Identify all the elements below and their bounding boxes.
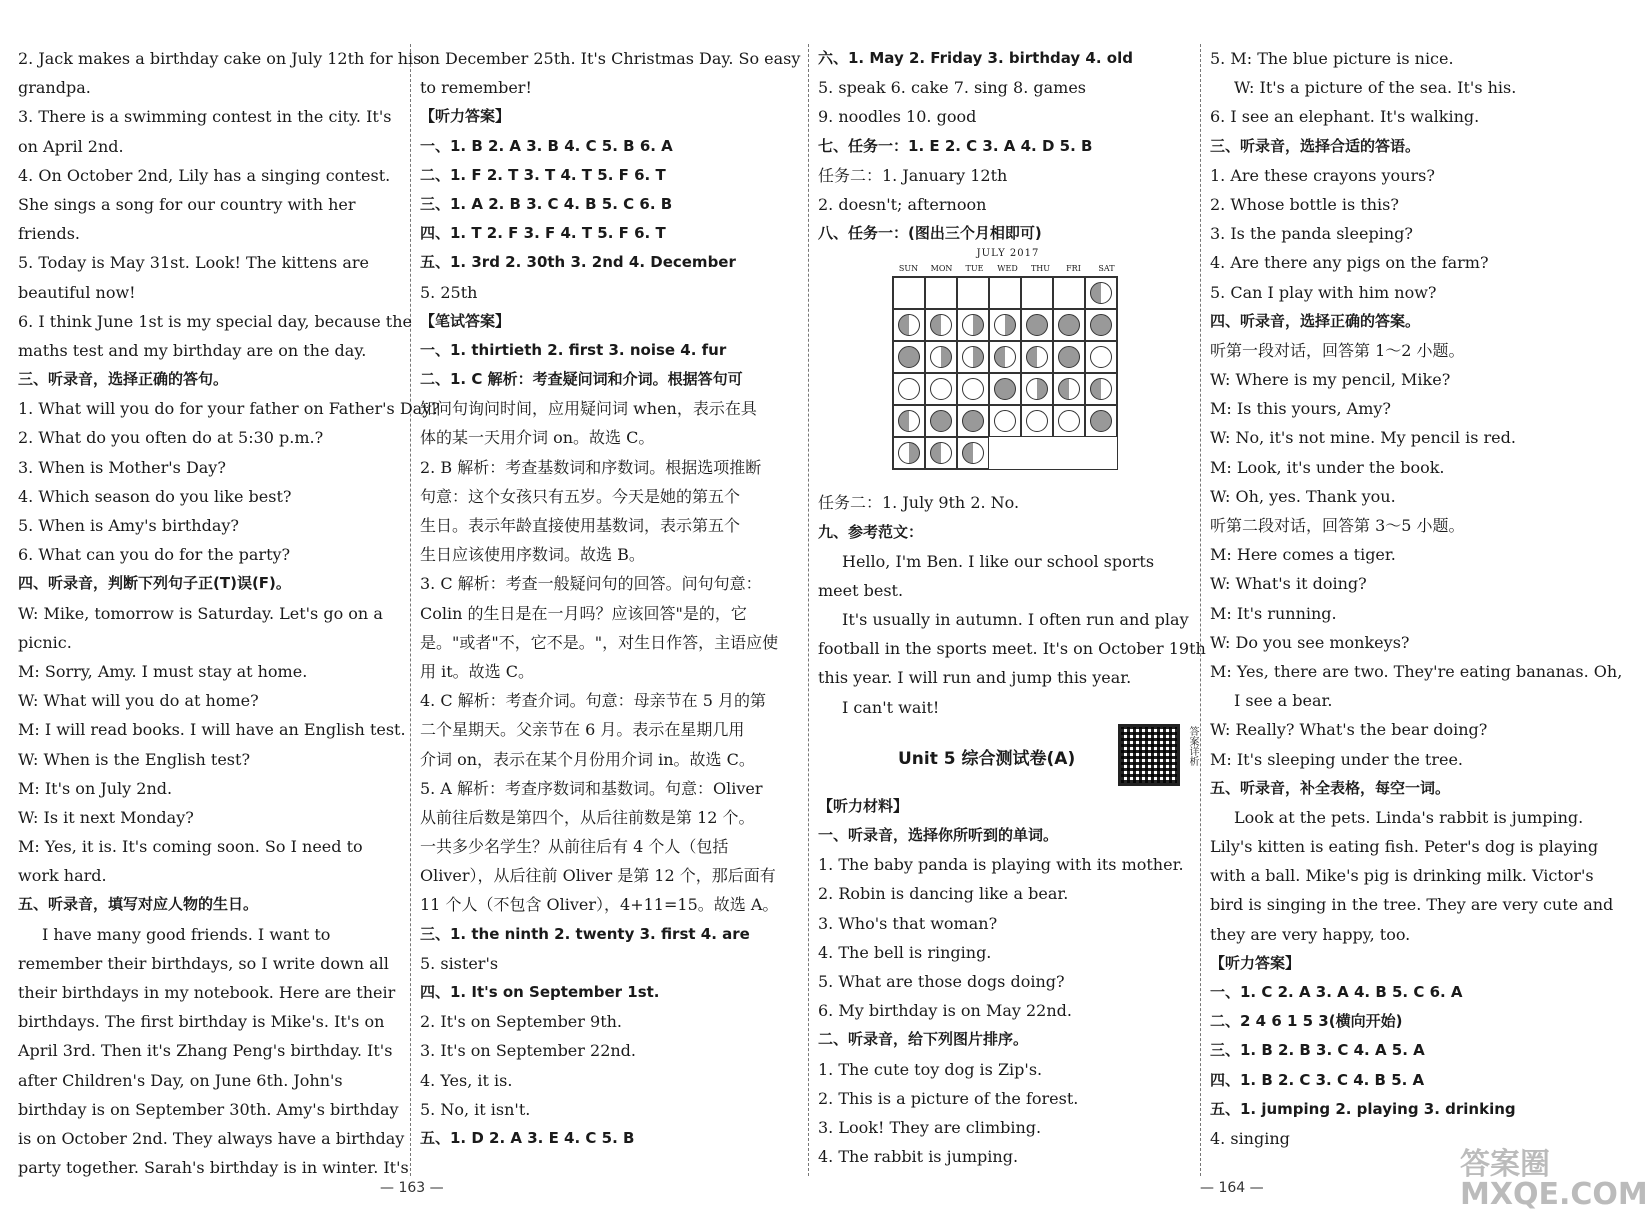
calendar-day-cell [1053, 405, 1085, 437]
moon-phase-icon [898, 346, 920, 368]
c1-line: 4. On October 2nd, Lily has a singing contest. [18, 165, 391, 185]
calendar-day-cell [1053, 309, 1085, 341]
c2-line: 一共多少名学生？从前往后有 4 个人（包括 [420, 837, 729, 857]
column-divider [1200, 44, 1201, 1176]
c3tail-line: 一、听录音，选择你所听到的单词。 [818, 826, 1059, 844]
c3tail-line: 5. What are those dogs doing? [818, 971, 1065, 991]
c2-line: 句意：这个女孩只有五岁。今天是她的第五个 [420, 486, 741, 506]
c2-line: 生日。表示年龄直接使用基数词，表示第五个 [420, 516, 741, 535]
c4-line: W: It's a picture of the sea. It's his. [1234, 78, 1517, 98]
c3bot-line: 九、参考范文： [818, 522, 924, 541]
c1-line: grandpa. [18, 78, 91, 98]
calendar-day-cell [1053, 341, 1085, 373]
c3bot-line: 任务二：1. July 9th 2. No. [818, 493, 1020, 513]
c2-line: 2. B 解析：考查基数词和序数词。根据选项推断 [420, 457, 762, 477]
calendar-weekday: SAT [1098, 264, 1115, 274]
moon-phase-icon [1090, 378, 1112, 400]
c1-line: work hard. [18, 866, 107, 886]
calendar-grid [892, 276, 1118, 470]
c4-line: M: It's running. [1210, 603, 1337, 623]
calendar-day-cell [893, 309, 925, 341]
c1-line: picnic. [18, 632, 72, 652]
calendar-day-cell [957, 341, 989, 373]
c3tail-line: 1. The cute toy dog is Zip's. [818, 1059, 1043, 1079]
c2-line: 从前往后数是第四个，从后往前数是第 12 个。 [420, 807, 755, 827]
c4-line: 三、1. B 2. B 3. C 4. A 5. A [1210, 1041, 1425, 1060]
column-1 [18, 44, 440, 1182]
moon-phase-icon [1026, 410, 1048, 432]
c3tail-line: 4. The rabbit is jumping. [818, 1147, 1019, 1167]
qr-caption: 答案详析 [1187, 725, 1198, 766]
c2-line: 体的某一天用介词 on。故选 C。 [420, 428, 655, 448]
c4-line: 4. Are there any pigs on the farm? [1210, 253, 1489, 273]
unit-title: Unit 5 综合测试卷(A) [898, 748, 1076, 769]
c1-line: W: Is it next Monday? [18, 807, 194, 827]
c1-line: party together. Sarah's birthday is in winter. It's [18, 1158, 409, 1178]
calendar-day-cell [957, 373, 989, 405]
c1-line: 6. What can you do for the party? [18, 545, 291, 565]
c2-line: 用 it。故选 C。 [420, 661, 534, 681]
c1-line: M: Sorry, Amy. I must stay at home. [18, 661, 308, 681]
c3tail-line: 2. Robin is dancing like a bear. [818, 884, 1069, 904]
calendar-title: JULY 2017 [976, 248, 1040, 260]
c3top-line: 2. doesn't; afternoon [818, 194, 987, 214]
c2-line: 3. C 解析：考查一般疑问句的回答。问句句意： [420, 574, 762, 594]
calendar-day-cell [925, 437, 957, 469]
calendar-day-cell [893, 437, 925, 469]
c4-line: they are very happy, too. [1210, 924, 1411, 944]
c3top-line: 六、1. May 2. Friday 3. birthday 4. old [818, 49, 1133, 67]
c4-line: I see a bear. [1234, 691, 1333, 711]
c1-line: 6. I think June 1st is my special day, because the [18, 311, 412, 331]
page-number-right: — 164 — [1200, 1180, 1264, 1196]
calendar-day-cell [1021, 405, 1053, 437]
moon-phase-icon [1058, 410, 1080, 432]
c1-line: friends. [18, 224, 80, 244]
c1-line: She sings a song for our country with her [18, 194, 356, 214]
c2-line: 【笔试答案】 [420, 311, 511, 330]
c2-line: 4. Yes, it is. [420, 1070, 513, 1090]
calendar-empty-cell [925, 277, 957, 309]
c1-line: 3. There is a swimming contest in the city. It's [18, 107, 392, 127]
moon-phase-icon [898, 410, 920, 432]
c4-line: 听第一段对话，回答第 1～2 小题。 [1210, 340, 1465, 360]
c3bot-line: this year. I will run and jump this year. [818, 668, 1132, 688]
c3bot-line: It's usually in autumn. I often run and play [842, 610, 1189, 630]
moon-phase-icon [1058, 314, 1080, 336]
c2-line: 5. 25th [420, 282, 478, 302]
c1-line: birthdays. The first birthday is Mike's. It's on [18, 1012, 385, 1032]
moon-phase-icon [962, 378, 984, 400]
moon-phase-icon [1058, 378, 1080, 400]
c3top-line: 七、任务一：1. E 2. C 3. A 4. D 5. B [818, 136, 1093, 155]
c4-line: 3. Is the panda sleeping? [1210, 224, 1413, 244]
c1-line: beautiful now! [18, 282, 136, 302]
c2-line: 4. C 解析：考查介词。句意：母亲节在 5 月的第 [420, 691, 767, 711]
c2-line: Oliver），从后往前 Oliver 是第 12 个，那后面有 [420, 866, 776, 886]
c4-line: W: Really? What's the bear doing? [1210, 720, 1488, 740]
c2-line: 2. It's on September 9th. [420, 1012, 623, 1032]
calendar-day-cell [957, 405, 989, 437]
c1-line: M: Yes, it is. It's coming soon. So I need to [18, 837, 363, 857]
c2-line: 【听力答案】 [420, 107, 511, 126]
c3tail-line: 3. Who's that woman? [818, 913, 998, 933]
moon-phase-icon [962, 410, 984, 432]
c1-line: I have many good friends. I want to [42, 924, 331, 944]
c4-line: M: It's sleeping under the tree. [1210, 749, 1464, 769]
c4-line: bird is singing in the tree. They are very cute and [1210, 895, 1614, 915]
watermark: 答案圈 MXQE.COM [1460, 1147, 1648, 1212]
column-2 [420, 44, 802, 1153]
c4-line: 二、2 4 6 1 5 3(横向开始) [1210, 1012, 1403, 1031]
calendar-day-cell [1021, 373, 1053, 405]
calendar-day-cell [1021, 309, 1053, 341]
calendar-empty-cell [1021, 277, 1053, 309]
c1-line: M: I will read books. I will have an English test. [18, 720, 406, 740]
c3tail-line: 3. Look! They are climbing. [818, 1117, 1042, 1137]
c1-line: on April 2nd. [18, 136, 124, 156]
c2-line: Colin 的生日是在一月吗？应该回答"是的，它 [420, 603, 747, 623]
c2-line: 二个星期天。父亲节在 6 月。表示在星期几用 [420, 720, 745, 740]
calendar-blank [1085, 437, 1117, 469]
c4-line: Lily's kitten is eating fish. Peter's dog is playing [1210, 837, 1599, 857]
moon-phase-icon [1026, 346, 1048, 368]
c2-line: 一、1. B 2. A 3. B 4. C 5. B 6. A [420, 136, 673, 155]
calendar-weekdays [892, 264, 1124, 273]
unit-header [818, 722, 1198, 792]
calendar-day-cell [957, 437, 989, 469]
calendar-day-cell [989, 341, 1021, 373]
c2-line: 二、1. C 解析：考查疑问词和介词。根据答句可 [420, 370, 743, 389]
c4-line: 5. Can I play with him now? [1210, 282, 1437, 302]
calendar-day-cell [1085, 277, 1117, 309]
calendar-day-cell [989, 373, 1021, 405]
calendar-empty-cell [893, 277, 925, 309]
c2-line: to remember! [420, 78, 532, 98]
moon-phase-icon [1090, 410, 1112, 432]
calendar-day-cell [893, 341, 925, 373]
c1-line: 1. What will you do for your father on Father's Day? [18, 399, 440, 419]
c2-line: 一、1. thirtieth 2. first 3. noise 4. fur [420, 340, 727, 359]
moon-phase-icon [1090, 346, 1112, 368]
c4-line: 听第二段对话，回答第 3～5 小题。 [1210, 516, 1465, 535]
moon-phase-icon [930, 314, 952, 336]
c1-line: W: What will you do at home? [18, 691, 259, 711]
calendar-weekday: FRI [1066, 264, 1081, 274]
calendar-day-cell [989, 405, 1021, 437]
c3top-line: 八、任务一：(图出三个月相即可) [818, 224, 1042, 243]
c1-line: remember their birthdays, so I write down all [18, 953, 389, 973]
c2-line: 五、1. D 2. A 3. E 4. C 5. B [420, 1128, 635, 1147]
c4-line: 2. Whose bottle is this? [1210, 194, 1399, 214]
calendar-day-cell [925, 341, 957, 373]
c3tail-line: 1. The baby panda is playing with its mother. [818, 855, 1184, 875]
c1-line: 2. What do you often do at 5:30 p.m.? [18, 428, 324, 448]
c2-line: on December 25th. It's Christmas Day. So easy [420, 49, 801, 68]
c2-line: 5. No, it isn't. [420, 1099, 531, 1119]
moon-phase-icon [994, 346, 1016, 368]
c3bot-line: I can't wait! [842, 697, 940, 717]
c1-line: 五、听录音，填写对应人物的生日。 [18, 895, 259, 914]
c2-line: 5. A 解析：考查序数词和基数词。句意：Oliver [420, 778, 763, 798]
calendar-day-cell [1085, 341, 1117, 373]
moon-phase-icon [994, 314, 1016, 336]
c1-line: 5. When is Amy's birthday? [18, 516, 239, 535]
c2-line: 生日应该使用序数词。故选 B。 [420, 545, 645, 565]
c2-line: 11 个人（不包含 Oliver），4+11=15。故选 A。 [420, 895, 779, 915]
calendar-day-cell [1053, 373, 1085, 405]
c3tail-line: 【听力材料】 [818, 796, 909, 815]
c2-line: 是。"或者"不，它不是。"，对生日作答，主语应使 [420, 632, 779, 652]
c4-line: M: Is this yours, Amy? [1210, 399, 1391, 419]
moon-phase-icon [994, 378, 1016, 400]
c1-line: W: When is the English test? [18, 749, 251, 769]
c4-line: M: Yes, there are two. They're eating bananas. Oh, [1210, 661, 1623, 681]
c4-line: 四、1. B 2. C 3. C 4. B 5. A [1210, 1070, 1425, 1089]
c1-line: April 3rd. Then it's Zhang Peng's birthday. It's [18, 1041, 393, 1061]
c4-line: M: Look, it's under the book. [1210, 457, 1445, 477]
moon-phase-icon [930, 442, 952, 464]
c4-line: 1. Are these crayons yours? [1210, 165, 1435, 185]
c1-line: 3. When is Mother's Day? [18, 457, 226, 477]
calendar-weekday: WED [997, 264, 1018, 274]
moon-calendar [818, 248, 1198, 488]
moon-phase-icon [898, 442, 920, 464]
c4-line: 五、1. jumping 2. playing 3. drinking [1210, 1099, 1516, 1118]
calendar-day-cell [925, 373, 957, 405]
moon-phase-icon [962, 442, 984, 464]
c4-line: with a ball. Mike's pig is drinking milk. Victor's [1210, 866, 1594, 886]
calendar-day-cell [925, 309, 957, 341]
c4-line: 6. I see an elephant. It's walking. [1210, 107, 1480, 127]
calendar-day-cell [1021, 341, 1053, 373]
c1-line: M: It's on July 2nd. [18, 778, 173, 798]
c1-line: 三、听录音，选择正确的答句。 [18, 370, 229, 389]
c3bot-line: Hello, I'm Ben. I like our school sports [842, 551, 1155, 571]
c4-line: 一、1. C 2. A 3. A 4. B 5. C 6. A [1210, 983, 1463, 1001]
c2-line: 知问句询问时间，应用疑问词 when，表示在具 [420, 399, 757, 419]
moon-phase-icon [1058, 346, 1080, 368]
c3tail-line: 6. My birthday is on May 22nd. [818, 1001, 1072, 1021]
calendar-weekday: SUN [898, 264, 919, 274]
c4-line: 三、听录音，选择合适的答语。 [1210, 136, 1421, 155]
column-4 [1210, 44, 1623, 1153]
c1-line: 5. Today is May 31st. Look! The kittens are [18, 253, 369, 273]
c3tail-line: 2. This is a picture of the forest. [818, 1088, 1079, 1108]
moon-phase-icon [898, 314, 920, 336]
c3bot-line: football in the sports meet. It's on October 19th [818, 639, 1206, 659]
calendar-day-cell [957, 309, 989, 341]
c2-line: 五、1. 3rd 2. 30th 3. 2nd 4. December [420, 253, 736, 272]
calendar-day-cell [925, 405, 957, 437]
qr-code[interactable] [1118, 724, 1180, 786]
calendar-blank [1021, 437, 1053, 469]
calendar-blank [1053, 437, 1085, 469]
c2-line: 三、1. A 2. B 3. C 4. B 5. C 6. B [420, 194, 673, 213]
c4-line: 四、听录音，选择正确的答案。 [1210, 311, 1421, 330]
c4-line: M: Here comes a tiger. [1210, 545, 1396, 565]
c3top-line: 5. speak 6. cake 7. sing 8. games [818, 78, 1086, 98]
c2-line: 三、1. the ninth 2. twenty 3. first 4. are [420, 924, 750, 943]
c1-line: their birthdays in my notebook. Here are their [18, 983, 396, 1002]
c4-line: 5. M: The blue picture is nice. [1210, 49, 1454, 68]
c2-line: 二、1. F 2. T 3. T 4. T 5. F 6. T [420, 165, 666, 184]
c3tail-line: 4. The bell is ringing. [818, 942, 992, 962]
c4-line: W: Where is my pencil, Mike? [1210, 370, 1451, 390]
c4-line: Look at the pets. Linda's rabbit is jumping. [1234, 807, 1584, 827]
column-3 [818, 44, 1206, 1171]
c4-line: 4. singing [1210, 1128, 1290, 1148]
c1-line: after Children's Day, on June 6th. John's [18, 1070, 343, 1090]
c3top-line: 9. noodles 10. good [818, 107, 977, 127]
c1-line: maths test and my birthday are on the day. [18, 340, 367, 360]
c2-line: 四、1. T 2. F 3. F 4. T 5. F 6. T [420, 224, 666, 243]
c4-line: W: Do you see monkeys? [1210, 632, 1410, 652]
column-divider [808, 44, 809, 1176]
calendar-day-cell [1085, 405, 1117, 437]
c2-line: 介词 on，表示在某个月份用介词 in。故选 C。 [420, 749, 755, 769]
calendar-blank [989, 437, 1021, 469]
c1-line: is on October 2nd. They always have a birthday [18, 1128, 405, 1148]
page-number-left: — 163 — [380, 1180, 444, 1196]
c4-line: W: No, it's not mine. My pencil is red. [1210, 428, 1516, 448]
calendar-day-cell [893, 373, 925, 405]
c4-line: 【听力答案】 [1210, 953, 1301, 972]
calendar-day-cell [989, 309, 1021, 341]
moon-phase-icon [1026, 378, 1048, 400]
moon-phase-icon [1090, 282, 1112, 304]
c4-line: 五、听录音，补全表格，每空一词。 [1210, 778, 1451, 797]
c1-line: W: Mike, tomorrow is Saturday. Let's go on a [18, 603, 383, 623]
calendar-weekday: TUE [965, 264, 984, 274]
c4-line: W: What's it doing? [1210, 574, 1367, 594]
moon-phase-icon [1090, 314, 1112, 336]
moon-phase-icon [962, 314, 984, 336]
calendar-weekday: THU [1030, 264, 1051, 274]
c1-line: 2. Jack makes a birthday cake on July 12th for his [18, 49, 422, 68]
c1-line: 四、听录音，判断下列句子正(T)误(F)。 [18, 574, 291, 593]
c4-line: W: Oh, yes. Thank you. [1210, 486, 1396, 506]
calendar-day-cell [1085, 309, 1117, 341]
moon-phase-icon [930, 346, 952, 368]
calendar-empty-cell [957, 277, 989, 309]
moon-phase-icon [898, 378, 920, 400]
moon-phase-icon [962, 346, 984, 368]
calendar-empty-cell [1053, 277, 1085, 309]
calendar-day-cell [1085, 373, 1117, 405]
column-divider [410, 44, 411, 1176]
calendar-empty-cell [989, 277, 1021, 309]
c3top-line: 任务二：1. January 12th [818, 165, 1008, 185]
c2-line: 5. sister's [420, 953, 499, 973]
c3bot-line: meet best. [818, 580, 904, 600]
c2-line: 3. It's on September 22nd. [420, 1041, 636, 1061]
c3tail-line: 二、听录音，给下列图片排序。 [818, 1030, 1029, 1049]
c1-line: 4. Which season do you like best? [18, 486, 292, 506]
calendar-weekday: MON [930, 264, 953, 274]
c2-line: 四、1. It's on September 1st. [420, 983, 660, 1001]
moon-phase-icon [930, 410, 952, 432]
calendar-day-cell [893, 405, 925, 437]
moon-phase-icon [994, 410, 1016, 432]
moon-phase-icon [930, 378, 952, 400]
c1-line: birthday is on September 30th. Amy's birthday [18, 1099, 399, 1119]
moon-phase-icon [1026, 314, 1048, 336]
